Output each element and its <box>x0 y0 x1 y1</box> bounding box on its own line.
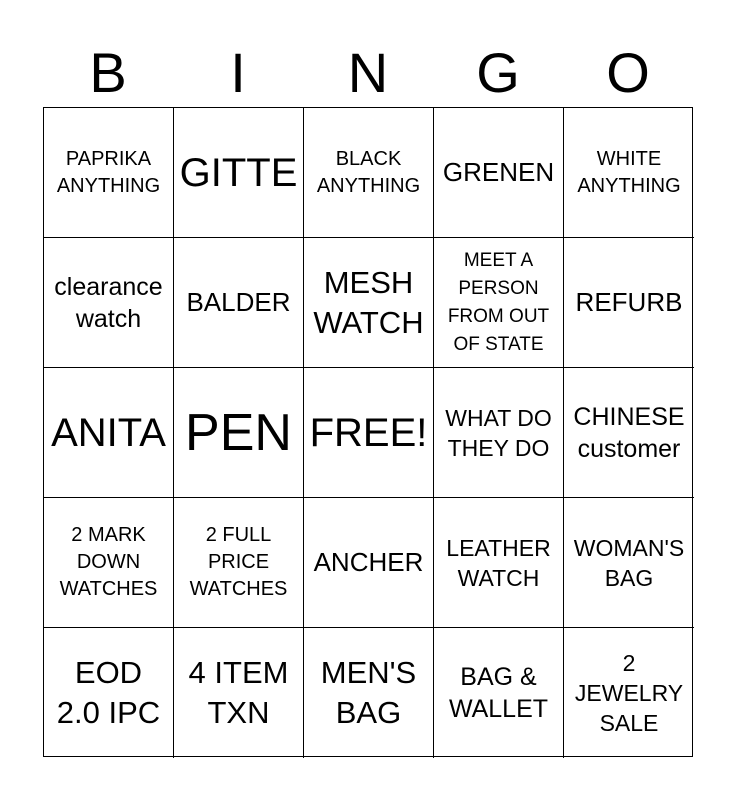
bingo-cell-r1-c3[interactable] <box>304 108 434 238</box>
cell-label: REFURB <box>575 287 683 317</box>
cell-label: MEN'S BAG <box>320 655 417 730</box>
cell-label: WOMAN'S BAG <box>573 534 685 591</box>
bingo-cell-r5-c4[interactable] <box>434 628 564 758</box>
cell-label: ANCHER <box>313 547 424 577</box>
bingo-cell-r1-c1[interactable] <box>44 108 174 238</box>
bingo-cell-r2-c3[interactable] <box>304 238 434 368</box>
header-letter-g: G <box>476 41 520 104</box>
cell-label: MEET A PERSON FROM OUT OF STATE <box>447 249 550 355</box>
cell-label: ANITA <box>51 410 166 455</box>
header-letter-o: O <box>606 41 650 104</box>
cell-label: GITTE <box>179 150 298 195</box>
bingo-cell-r5-c2[interactable] <box>174 628 304 758</box>
bingo-cell-r5-c5[interactable] <box>564 628 694 758</box>
bingo-cell-r5-c1[interactable] <box>44 628 174 758</box>
cell-label: BLACK ANYTHING <box>316 147 421 197</box>
cell-label: MESH WATCH <box>313 264 424 340</box>
cell-label: LEATHER WATCH <box>446 534 551 591</box>
cell-label: CHINESE customer <box>573 402 685 463</box>
cell-label: BALDER <box>186 287 291 317</box>
bingo-board <box>43 107 693 757</box>
header-letter-i: I <box>230 41 246 104</box>
cell-label: EOD 2.0 IPC <box>56 655 161 730</box>
bingo-cell-r3-c5[interactable] <box>564 368 694 498</box>
bingo-cell-r4-c5[interactable] <box>564 498 694 628</box>
bingo-cell-r1-c2[interactable] <box>174 108 304 238</box>
bingo-cell-r5-c3[interactable] <box>304 628 434 758</box>
bingo-cell-r4-c4[interactable] <box>434 498 564 628</box>
bingo-cell-r2-c4[interactable] <box>434 238 564 368</box>
header-letter-b: B <box>89 41 127 104</box>
cell-label: 2 FULL PRICE WATCHES <box>189 524 288 600</box>
cell-label: FREE! <box>309 410 428 455</box>
cell-label: 4 ITEM TXN <box>188 655 289 730</box>
bingo-header <box>43 40 693 106</box>
bingo-cell-r2-c5[interactable] <box>564 238 694 368</box>
cell-label: GRENEN <box>442 157 555 187</box>
bingo-cell-r4-c2[interactable] <box>174 498 304 628</box>
bingo-cell-r3-c4[interactable] <box>434 368 564 498</box>
cell-label: 2 JEWELRY SALE <box>574 650 684 736</box>
cell-label: clearance watch <box>54 272 163 333</box>
bingo-cell-r3-c3[interactable] <box>304 368 434 498</box>
cell-label: BAG & WALLET <box>448 663 549 723</box>
bingo-cell-r1-c4[interactable] <box>434 108 564 238</box>
header-letter-n: N <box>347 41 389 104</box>
cell-label: WHITE ANYTHING <box>577 147 681 197</box>
cell-label: PEN <box>185 403 292 462</box>
bingo-cell-r2-c2[interactable] <box>174 238 304 368</box>
bingo-cell-r2-c1[interactable] <box>44 238 174 368</box>
cell-label: PAPRIKA ANYTHING <box>56 147 161 197</box>
bingo-cell-r3-c1[interactable] <box>44 368 174 498</box>
bingo-cell-r4-c1[interactable] <box>44 498 174 628</box>
cell-label: 2 MARK DOWN WATCHES <box>59 524 158 600</box>
cell-label: WHAT DO THEY DO <box>445 404 552 461</box>
bingo-cell-r1-c5[interactable] <box>564 108 694 238</box>
bingo-cell-r4-c3[interactable] <box>304 498 434 628</box>
bingo-cell-r3-c2[interactable] <box>174 368 304 498</box>
